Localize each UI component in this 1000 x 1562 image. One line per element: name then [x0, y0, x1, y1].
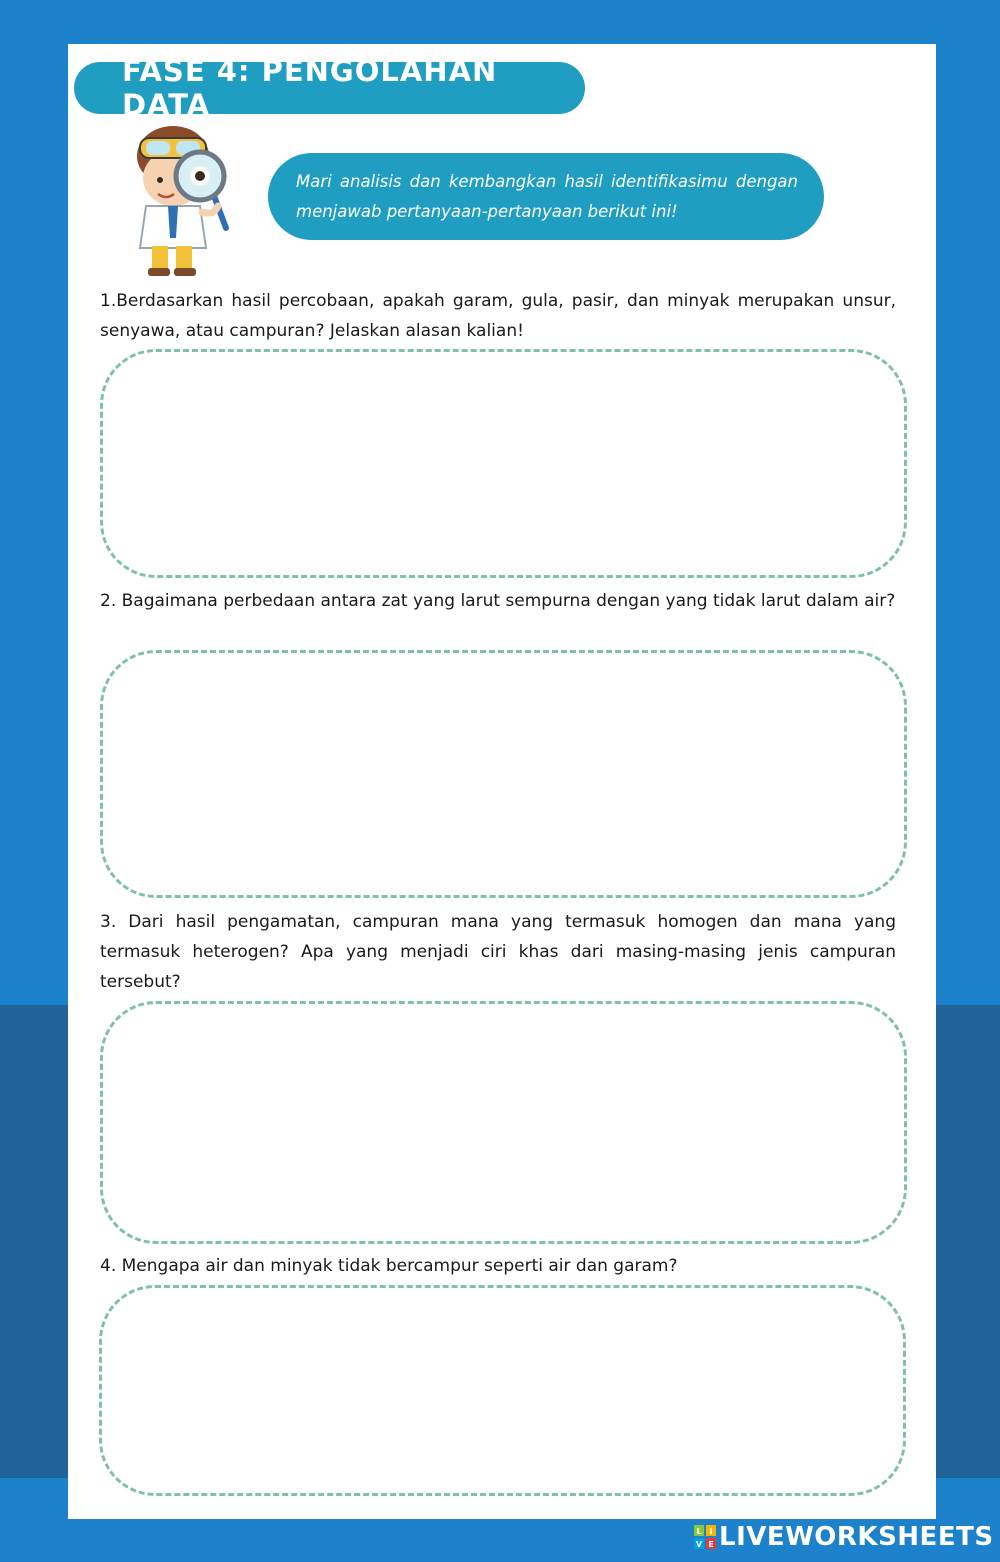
question-4: 4. Mengapa air dan minyak tidak bercampur seperti air dan garam? — [100, 1256, 678, 1276]
logo-letter-v: V — [695, 1540, 703, 1549]
answer-box-4[interactable] — [99, 1285, 906, 1496]
phase-title: FASE 4: PENGOLAHAN DATA — [74, 62, 585, 114]
answer-box-2[interactable] — [100, 650, 907, 898]
answer-box-3[interactable] — [100, 1001, 907, 1244]
scientist-with-magnifier-icon — [118, 120, 248, 280]
liveworksheets-logo-icon — [694, 1525, 716, 1549]
logo-letter-l: L — [696, 1527, 702, 1536]
question-3: 3. Dari hasil pengamatan, campuran mana yang termasuk homogen dan mana yang termasuk heterogen? Apa yang menjadi ciri khas dari masing-masing jenis campuran tersebut? — [100, 912, 896, 992]
brand-name: LIVEWORKSHEETS — [719, 1522, 994, 1552]
liveworksheets-brand[interactable] — [694, 1522, 994, 1552]
question-1: 1.Berdasarkan hasil percobaan, apakah garam, gula, pasir, dan minyak merupakan unsur, senyawa, atau campuran? Jelaskan alasan kalian! — [100, 291, 896, 341]
logo-letter-e: E — [708, 1540, 714, 1549]
answer-box-1[interactable] — [100, 349, 907, 578]
question-2: 2. Bagaimana perbedaan antara zat yang larut sempurna dengan yang tidak larut dalam air? — [100, 591, 896, 611]
intro-bubble: Mari analisis dan kembangkan hasil identifikasimu dengan menjawab pertanyaan-pertanyaan berikut ini! — [268, 153, 824, 240]
logo-letter-i: I — [709, 1527, 713, 1536]
